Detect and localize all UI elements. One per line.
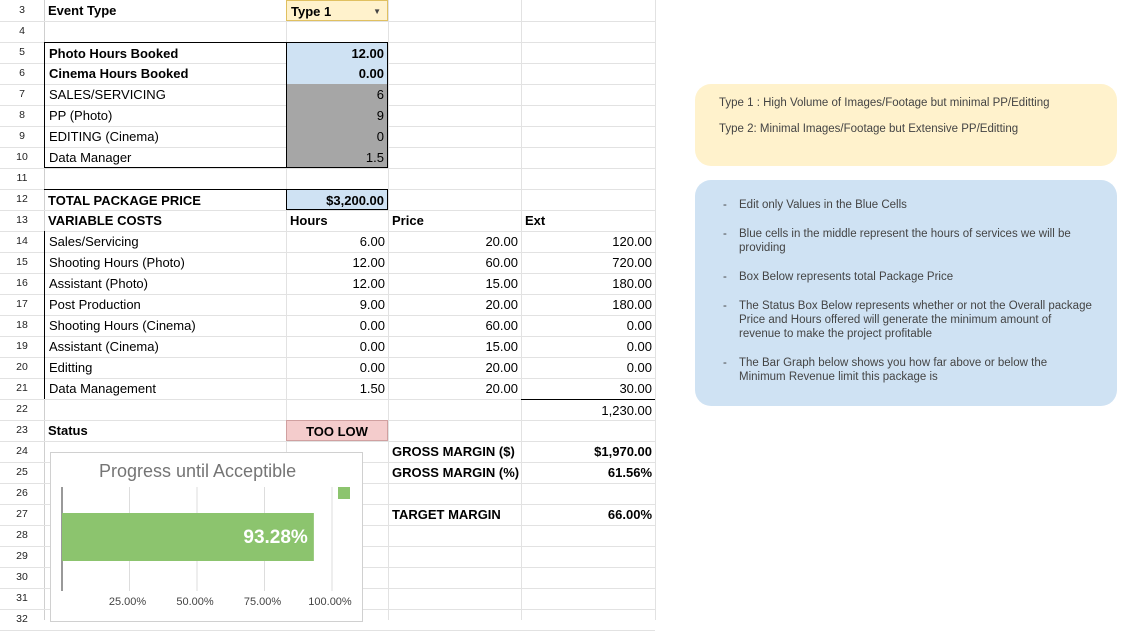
cost-label: Assistant (Cinema) xyxy=(44,336,286,357)
row-number-3[interactable]: 3 xyxy=(19,4,25,16)
hours-computed-value[interactable]: 9 xyxy=(286,105,388,126)
cost-label: Shooting Hours (Cinema) xyxy=(44,315,286,336)
total-ext-value[interactable]: 1,230.00 xyxy=(521,399,655,420)
row-number-22[interactable]: 22 xyxy=(16,403,28,415)
cost-hours-value[interactable]: 0.00 xyxy=(359,318,385,333)
chart-tick-label: 75.00% xyxy=(243,596,282,608)
instruction-item xyxy=(723,299,1095,341)
row-number-25[interactable]: 25 xyxy=(16,466,28,478)
row-number-12[interactable]: 12 xyxy=(16,193,28,205)
hours-label: Photo Hours Booked xyxy=(44,42,286,63)
hours-label: Data Manager xyxy=(44,147,286,168)
hours-input[interactable]: 12.00 xyxy=(286,42,388,63)
row-number-14[interactable]: 14 xyxy=(16,235,28,247)
status-label: Status xyxy=(48,423,88,438)
hours-header: Hours xyxy=(290,213,328,228)
row-number-10[interactable]: 10 xyxy=(16,151,28,163)
row-number-5[interactable]: 5 xyxy=(19,46,25,58)
row-number-9[interactable]: 9 xyxy=(19,130,25,142)
price-header: Price xyxy=(392,213,424,228)
cost-ext-value[interactable]: 0.00 xyxy=(626,318,652,333)
cost-label: Assistant (Photo) xyxy=(44,273,286,294)
cost-hours-value[interactable]: 6.00 xyxy=(359,234,385,249)
hours-label: Cinema Hours Booked xyxy=(44,63,286,84)
instruction-item xyxy=(723,227,1095,255)
cost-label: Post Production xyxy=(44,294,286,315)
cost-ext-value[interactable]: 180.00 xyxy=(612,297,652,312)
cost-hours-value[interactable]: 9.00 xyxy=(359,297,385,312)
row-number-15[interactable]: 15 xyxy=(16,256,28,268)
row-header-column xyxy=(0,0,45,625)
instruction-text: Blue cells in the middle represent the hours of services we will be providing xyxy=(739,228,1071,254)
cost-hours-value[interactable]: 12.00 xyxy=(352,255,385,270)
ext-header: Ext xyxy=(525,213,546,228)
cost-price-value[interactable]: 15.00 xyxy=(485,276,518,291)
hours-label: EDITING (Cinema) xyxy=(44,126,286,147)
type-2-description: Type 2: Minimal Images/Footage but Extensive PP/Editting xyxy=(719,123,1019,135)
gross-margin-pct-label: GROSS MARGIN (%) xyxy=(392,465,520,480)
chart-tick-label: 50.00% xyxy=(176,596,214,608)
row-number-7[interactable]: 7 xyxy=(19,88,25,100)
chart-title: Progress until Acceptible xyxy=(99,461,297,481)
instruction-text: Edit only Values in the Blue Cells xyxy=(739,199,907,211)
hours-computed-value[interactable]: 1.5 xyxy=(286,147,388,168)
cost-price-value[interactable]: 60.00 xyxy=(485,318,518,333)
bullet-dash-icon: - xyxy=(723,357,727,369)
bullet-dash-icon: - xyxy=(723,199,727,211)
hours-label: SALES/SERVICING xyxy=(44,84,286,105)
instruction-text: The Bar Graph below shows you how far above or below the Minimum Revenue limit this package is xyxy=(739,357,1048,383)
event-type-value: Type 1 xyxy=(291,4,332,19)
cost-price-value[interactable]: 20.00 xyxy=(485,234,518,249)
chart-data-label: 93.28% xyxy=(243,527,308,548)
cost-hours-value[interactable]: 1.50 xyxy=(359,381,385,396)
cost-label: Sales/Servicing xyxy=(44,231,286,252)
cost-price-value[interactable]: 60.00 xyxy=(485,255,518,270)
status-badge[interactable]: TOO LOW xyxy=(286,420,388,441)
type-info-note[interactable] xyxy=(695,84,1117,166)
instructions-list xyxy=(723,198,1095,384)
variable-costs-label: VARIABLE COSTS xyxy=(48,213,162,228)
hours-label: PP (Photo) xyxy=(44,105,286,126)
event-type-dropdown[interactable] xyxy=(286,0,388,21)
target-margin-label: TARGET MARGIN xyxy=(392,507,501,522)
cost-price-value[interactable]: 15.00 xyxy=(485,339,518,354)
package-price-label: TOTAL PACKAGE PRICE xyxy=(44,189,286,210)
row-number-24[interactable]: 24 xyxy=(16,445,28,457)
instruction-item xyxy=(723,270,1095,284)
cost-ext-value[interactable]: 0.00 xyxy=(626,360,652,375)
cost-ext-value[interactable]: 0.00 xyxy=(626,339,652,354)
cost-label: Data Management xyxy=(44,378,286,399)
row-number-19[interactable]: 19 xyxy=(16,340,28,352)
chart-tick-label: 25.00% xyxy=(108,596,147,608)
gross-margin-dollar-value[interactable]: $1,970.00 xyxy=(594,444,652,459)
cost-hours-value[interactable]: 0.00 xyxy=(359,339,385,354)
cost-hours-value[interactable]: 0.00 xyxy=(359,360,385,375)
chart-tick-label: 100.00% xyxy=(308,596,352,608)
row-number-13[interactable]: 13 xyxy=(16,214,28,226)
bullet-dash-icon: - xyxy=(723,300,727,312)
target-margin-value[interactable]: 66.00% xyxy=(607,507,652,522)
hours-input[interactable]: 0.00 xyxy=(286,63,388,84)
chevron-down-icon: ▼ xyxy=(373,7,381,16)
row-number-18[interactable]: 18 xyxy=(16,319,28,331)
row-number-27[interactable]: 27 xyxy=(16,508,28,520)
row-number-28[interactable]: 28 xyxy=(16,529,28,541)
instruction-text: The Status Box Below represents whether or not the Overall package Price and Hours offered will generate the minimum amount of revenue to make the project profitable xyxy=(739,300,1092,340)
hours-computed-value[interactable]: 0 xyxy=(286,126,388,147)
cost-hours-value[interactable]: 12.00 xyxy=(352,276,385,291)
row-number-32[interactable]: 32 xyxy=(16,613,28,625)
cost-price-value[interactable]: 20.00 xyxy=(485,360,518,375)
cost-label: Editting xyxy=(44,357,286,378)
type-1-description: Type 1 : High Volume of Images/Footage but minimal PP/Editting xyxy=(719,97,1050,109)
bullet-dash-icon: - xyxy=(723,228,727,240)
row-number-8[interactable]: 8 xyxy=(19,109,25,121)
row-number-26[interactable]: 26 xyxy=(16,487,28,499)
grid-column-line xyxy=(655,0,656,620)
row-number-17[interactable]: 17 xyxy=(16,298,28,310)
row-number-31[interactable]: 31 xyxy=(16,592,28,604)
event-type-label[interactable]: Event Type xyxy=(48,3,117,18)
cost-price-value[interactable]: 20.00 xyxy=(485,297,518,312)
grid-row-line xyxy=(0,168,655,169)
instructions-note[interactable] xyxy=(695,180,1117,406)
row-number-11[interactable]: 11 xyxy=(16,172,28,184)
progress-chart-svg xyxy=(51,453,362,621)
instruction-item xyxy=(723,198,1095,212)
chart-legend-swatch xyxy=(338,487,350,499)
progress-chart[interactable] xyxy=(50,452,363,622)
hours-computed-value[interactable]: 6 xyxy=(286,84,388,105)
instruction-item xyxy=(723,356,1095,384)
bullet-dash-icon: - xyxy=(723,271,727,283)
row-number-21[interactable]: 21 xyxy=(16,382,28,394)
cost-price-value[interactable]: 20.00 xyxy=(485,381,518,396)
row-number-23[interactable]: 23 xyxy=(16,424,28,436)
row-number-4[interactable]: 4 xyxy=(19,25,25,37)
cost-ext-value[interactable]: 180.00 xyxy=(612,276,652,291)
cost-ext-value[interactable]: 30.00 xyxy=(619,381,652,396)
row-number-20[interactable]: 20 xyxy=(16,361,28,373)
gross-margin-pct-value[interactable]: 61.56% xyxy=(607,465,652,480)
row-number-30[interactable]: 30 xyxy=(16,571,28,583)
package-price-input[interactable]: $3,200.00 xyxy=(286,189,388,210)
row-number-29[interactable]: 29 xyxy=(16,550,28,562)
row-number-16[interactable]: 16 xyxy=(16,277,28,289)
cost-ext-value[interactable]: 120.00 xyxy=(612,234,652,249)
cost-ext-value[interactable]: 720.00 xyxy=(612,255,652,270)
instruction-text: Box Below represents total Package Price xyxy=(739,271,954,283)
gross-margin-dollar-label: GROSS MARGIN ($) xyxy=(392,444,515,459)
row-number-6[interactable]: 6 xyxy=(19,67,25,79)
cost-label: Shooting Hours (Photo) xyxy=(44,252,286,273)
